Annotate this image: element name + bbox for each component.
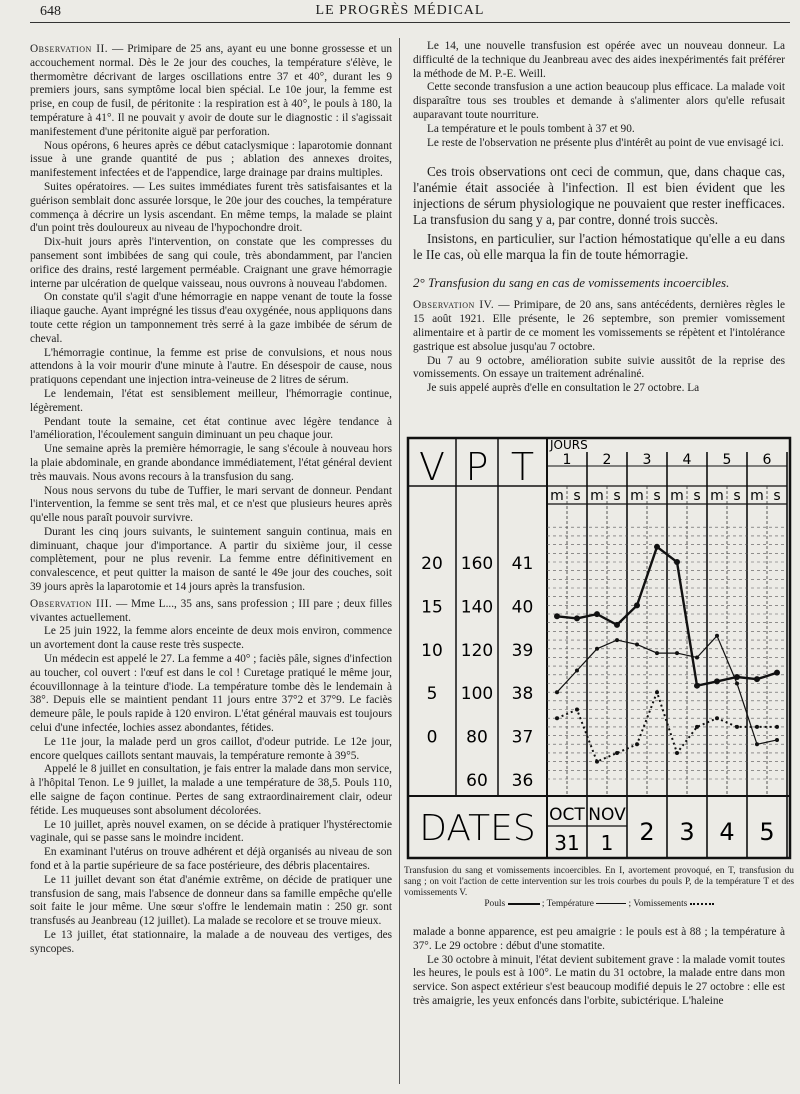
paragraph: Le lendemain, l'état est sensiblement meilleur, l'hémorragie continue, légèrement. — [30, 387, 392, 414]
paragraph: La température et le pouls tombent à 37 et 90. — [427, 122, 635, 135]
paragraph: En examinant l'utérus on trouve adhérent et déjà organisés au niveau de son fond et à la partie supérieure de sa face postérieure, des débris placentaires. — [30, 846, 392, 873]
paragraph: Le 10 juillet, après nouvel examen, on se décide à pratiquer l'hystérectomie vaginale, qui se passe sans le moindre incident. — [30, 818, 392, 845]
observation-text: — Primipare de 25 ans, ayant eu une bonne grossesse et un accouchement normal. Dès le 2e jour des couches, la température s'élève, le thermomètre décrivant de larges oscillations entre 37 et 40°, durant les 9 premiers jours, sans symptôme local bien spécial. Le 10e jour, la femme est prise, en coup de fusil, de péritonite : la respiration est à 40°, le pouls à 180, la température à 41°. Il ne pouvait y avoir de doute sur le diagnostic : il s'agissait manifestement d'une péritonite aiguë par perforation. — [30, 43, 392, 138]
header-v: V — [419, 445, 445, 489]
running-head: LE PROGRÈS MÉDICAL — [315, 3, 485, 18]
series-point-P — [634, 602, 640, 608]
sub-label-m: m — [550, 488, 564, 504]
sub-label-s: s — [773, 488, 781, 504]
page-header — [0, 0, 800, 22]
dates-label: DATES — [419, 808, 536, 849]
legend-temp: ; Température — [541, 899, 594, 909]
paragraph: 2° Transfusion du sang en cas de vomissements incoercibles. — [413, 275, 730, 291]
right-column-bottom — [413, 926, 785, 1091]
paragraph: Le 30 octobre à minuit, l'état devient subitement grave : la malade vomit toutes les heures, le pouls est à 100°. Le matin du 31 octobre, la malade entre dans mon service. Son aspect extérieur s'est beaucoup modifié depuis le 27 octobre : elle est très amaigrie, les yeux enfoncés dans l'orbite, subictérique. L'haleine — [413, 953, 785, 1007]
v-tick: 15 — [421, 597, 443, 618]
series-point-V — [555, 716, 559, 720]
series-point-P — [554, 613, 560, 619]
legend-temp-line — [596, 903, 626, 904]
paragraph: Pendant toute la semaine, cet état continue avec légère tendance à l'amélioration, l'écoulement sanguin diminuant un peu chaque jour. — [30, 415, 392, 442]
paragraph: Ces trois observations ont ceci de commun, que, dans chaque cas, l'anémie était associée à l'infection. Il est bien évident que les injections de sérum physiologique ne pouvaient que rester inefficaces. La transfusion du sang y a, par contre, donné trois succès. — [413, 164, 785, 228]
v-tick: 0 — [426, 727, 438, 748]
paragraph: On constate qu'il s'agit d'une hémorragie en nappe venant de toute la fosse iliaque gauche. Ayant imprégné les tissus d'eau oxygénée, nous appliquons dans toute cette région un tamponnement très serré à la gaze imbibée de sérum de cheval. — [30, 291, 392, 345]
sub-label-m: m — [630, 488, 644, 504]
paragraph: Insistons, en particulier, sur l'action hémostatique qu'elle a eu dans le IIe cas, où elle marqua la fin de toute hémorragie. — [413, 231, 785, 263]
series-point-T — [555, 690, 559, 694]
header-t: T — [510, 445, 535, 489]
figure-caption — [404, 866, 794, 910]
paragraph: Appelé le 8 juillet en consultation, je fais entrer la malade dans mon service, à l'hôpital Tenon. Le 9 juillet, la malade a une température de 38,5. Pouls 110, elle saigne de façon continue. Pertes de sang extraordinairement clair, odeur fétide. Les muqueuses sont absolument décolorées. — [30, 763, 392, 817]
paragraph: Je suis appelé auprès d'elle en consultation le 27 octobre. La — [427, 382, 700, 395]
day-label: 4 — [682, 452, 692, 468]
t-tick: 40 — [511, 597, 534, 618]
series-point-T — [755, 742, 759, 746]
month-nov: NOV — [588, 805, 626, 825]
series-point-V — [755, 725, 759, 729]
series-point-P — [674, 559, 680, 565]
legend-pouls: Pouls — [484, 899, 506, 909]
caption-text: Transfusion du sang et vomissements incoercibles. En I, avortement provoqué, en T, transfusion du sang ; on voit l'action de cette intervention sur les trois courbes du pouls P, de la température T et des vomissements V. — [404, 866, 794, 898]
month-oct: OCT — [549, 805, 585, 825]
legend-pouls-line — [508, 903, 540, 905]
observation-label: Observation II. — [30, 43, 109, 55]
v-tick: 20 — [421, 554, 443, 574]
series-point-P — [714, 678, 720, 684]
paragraph: Une semaine après la première hémorragie, le sang s'écoule à nouveau hors la plaie abdominale, en grande abondance immédiatement, l'état général devient très mauvais. Nous avons recours à la transfusion du sang. — [30, 443, 392, 483]
series-point-T — [675, 651, 679, 655]
legend-vom-line — [690, 903, 714, 905]
sub-label-s: s — [613, 488, 621, 504]
paragraph — [30, 43, 392, 140]
header-jours: JOURS — [550, 438, 588, 452]
series-point-V — [775, 725, 779, 729]
series-point-T — [695, 655, 699, 659]
sub-label-m: m — [710, 488, 724, 504]
paragraph: Le 14, une nouvelle transfusion est opérée avec un nouveau donneur. La difficulté de la technique du Jeanbreau avec des aides inexpérimentés fait préférer la méthode de M. P.-E. Weill. — [413, 40, 785, 80]
p-tick: 60 — [466, 771, 488, 791]
paragraph: Nous nous servons du tube de Tuffier, le mari servant de donneur. Pendant l'intervention, la femme se sent très mal, et ce n'est que plusieurs heures après qu'elle nous paraît pouvoir survivre. — [30, 484, 392, 525]
series-point-V — [735, 725, 739, 729]
series-point-V — [575, 708, 579, 712]
chart-svg — [404, 434, 792, 862]
column-divider — [399, 38, 400, 1084]
paragraph: Le 25 juin 1922, la femme alors enceinte de deux mois environ, commence un avortement dont la cause reste très suspecte. — [30, 625, 392, 652]
series-point-P — [614, 622, 620, 628]
right-column-top — [413, 40, 785, 440]
paragraph — [413, 299, 785, 354]
series-point-T — [655, 651, 659, 655]
p-tick: 140 — [460, 597, 494, 618]
series-point-P — [654, 544, 660, 550]
sub-label-s: s — [693, 488, 701, 504]
t-tick: 39 — [511, 640, 534, 661]
day-label: 1 — [562, 452, 572, 468]
header-p: P — [465, 445, 489, 489]
left-column — [30, 40, 392, 1090]
t-tick: 38 — [511, 684, 534, 705]
series-point-T — [715, 634, 719, 638]
series-point-T — [635, 642, 639, 646]
paragraph: Du 7 au 9 octobre, amélioration subite suivie aussitôt de la reprise des vomissements. On essaye un traitement adrénaliné. — [413, 354, 785, 381]
series-point-P — [574, 615, 580, 621]
paragraph: Cette seconde transfusion a une action beaucoup plus efficace. La malade voit disparaître tous ses troubles et demande à s'alimenter alors qu'elle refusait auparavant toute nourriture. — [413, 81, 785, 121]
header-rule — [30, 22, 790, 23]
series-point-P — [694, 683, 700, 689]
sub-label-s: s — [573, 488, 581, 504]
date-label: 2 — [639, 818, 655, 846]
p-tick: 80 — [466, 727, 488, 748]
observation-text: — Mme L..., 35 ans, sans profession ; III pare ; deux filles vivantes actuellement. — [30, 597, 392, 624]
t-tick: 36 — [511, 771, 534, 791]
series-point-T — [575, 669, 579, 673]
paragraph: Le 11 juillet devant son état d'anémie extrême, on décide de pratiquer une transfusion de sang, mais l'absence de donneur dans sa famille empêche qu'elle soit faite le jour même. Une sœur s'offre le lendemain matin : 250 gr. sont transfusés au Jeanbreau (12 juillet). La malade se recolore et se trouve mieux. — [30, 873, 392, 928]
paragraph: Le 11e jour, la malade perd un gros caillot, d'odeur putride. Le 12e jour, encore quelques caillots sentant mauvais, la température remonte à 39°5. — [30, 735, 392, 762]
paragraph: L'hémorragie continue, la femme est prise de convulsions, et nous nous attendons à la voir mourir d'une minute à l'autre. En désespoir de cause, nous pratiquons cependant une injection intra-veineuse de 2 litres de sérum. — [30, 346, 392, 387]
p-tick: 120 — [460, 640, 494, 661]
series-point-V — [715, 716, 719, 720]
day-label: 3 — [642, 452, 652, 468]
series-point-T — [615, 638, 619, 642]
series-point-V — [615, 751, 619, 755]
v-tick: 5 — [426, 684, 438, 705]
date-label: 4 — [719, 818, 735, 846]
series-point-T — [775, 738, 779, 742]
v-tick: 10 — [421, 640, 443, 661]
series-point-P — [774, 670, 780, 676]
sub-label-s: s — [733, 488, 741, 504]
observation-label: Observation IV. — [413, 299, 495, 312]
p-tick: 100 — [460, 684, 494, 705]
series-point-V — [595, 760, 599, 764]
sub-label-m: m — [590, 488, 604, 504]
series-point-P — [594, 611, 600, 617]
paragraph: Durant les cinq jours suivants, le suintement sanguin continua, mais en diminuant, chaque jour d'importance. A partir du sixième jour, il cesse complètement, pour ne plus revenir. La femme entre définitivement en convalescence, et peut quitter la maison de santé le 49e jour des couches, soit 39 jours après la laparotomie et 14 jours après la transfusion. — [30, 525, 392, 594]
paragraph: Suites opératoires. — Les suites immédiates furent très satisfaisantes et la guérison semblait donc assurée lorsque, le 20e jour des couches, la température commença à décrire un lysis ascendant. En même temps, la malade se plaint d'un point très douloureux au niveau de l'hypochondre droit. — [30, 180, 392, 235]
observation-text: — Primipare, de 20 ans, sans antécédents, dernières règles le 15 août 1921. Elle présente, le 26 septembre, son premier vomissement alimentaire et à partir de ce moment les vomissements se répètent et l'intolérance gastrique est absolue jusqu'au 7 octobre. — [413, 299, 785, 353]
series-point-P — [754, 676, 760, 682]
series-point-T — [595, 647, 599, 651]
paragraph: Un médecin est appelé le 27. La femme a 40° ; faciès pâle, signes d'infection au toucher, col ouvert : l'œuf est dans le col ! Curetage pratiqué le même jour, écouvillonnage à la teinture d'iode. La température tombe dès le lendemain à 38°. Depuis elle se maintient pendant 11 jours entre 37°2 et 37°9. Le faciès demeure pâle, le pouls rapide à 120 environ. L'état général mauvais est toujours celui d'une infectée, lochies assez abondantes, fétides. — [30, 653, 392, 735]
t-tick: 41 — [511, 554, 534, 574]
page-number: 648 — [40, 4, 61, 19]
series-point-V — [675, 751, 679, 755]
paragraph: Le 13 juillet, état stationnaire, la malade a de nouveau des vertiges, des syncopes. — [30, 929, 392, 955]
paragraph: Dix-huit jours après l'intervention, on constate que les compresses du pansement sont imbibées de sang qui coule, très abondamment, par l'ancien orifice des drains, resté largement perméable. Craignant une grave hémorragie interne par ulcération de quelque vaisseau, nous ouvrons à nouveau l'abdomen. — [30, 236, 392, 290]
day-label: 6 — [762, 452, 772, 468]
day-label: 2 — [602, 452, 612, 468]
p-tick: 160 — [460, 554, 494, 574]
sub-label-m: m — [750, 488, 764, 504]
paragraph: malade a bonne apparence, est peu amaigrie : le pouls est à 88 ; la température à 37°. Le 29 octobre : début d'une stomatite. — [413, 926, 785, 952]
sub-label-s: s — [653, 488, 661, 504]
paragraph: Nous opérons, 6 heures après ce début cataclysmique : laparotomie donnant issue à une grande quantité de pus ; ablation des annexes droites, manifestement infectées et de l'appendice, large drainage par drains multiples. — [30, 139, 392, 180]
day-label: 5 — [722, 452, 732, 468]
series-point-V — [635, 742, 639, 746]
date-label: 3 — [679, 818, 695, 846]
t-tick: 37 — [511, 727, 534, 748]
series-point-V — [695, 725, 699, 729]
date-label: 31 — [554, 831, 580, 855]
chart-figure — [404, 434, 792, 862]
series-point-T — [735, 682, 739, 686]
date-label: 1 — [600, 831, 614, 855]
series-point-V — [655, 690, 659, 694]
paragraph: Le reste de l'observation ne présente plus d'intérêt au point de vue envisagé ici. — [427, 136, 784, 149]
observation-label: Observation III. — [30, 597, 113, 610]
date-label: 5 — [759, 818, 775, 846]
sub-label-m: m — [670, 488, 684, 504]
legend-vom: ; Vomissements — [628, 899, 688, 909]
paragraph — [30, 598, 392, 626]
